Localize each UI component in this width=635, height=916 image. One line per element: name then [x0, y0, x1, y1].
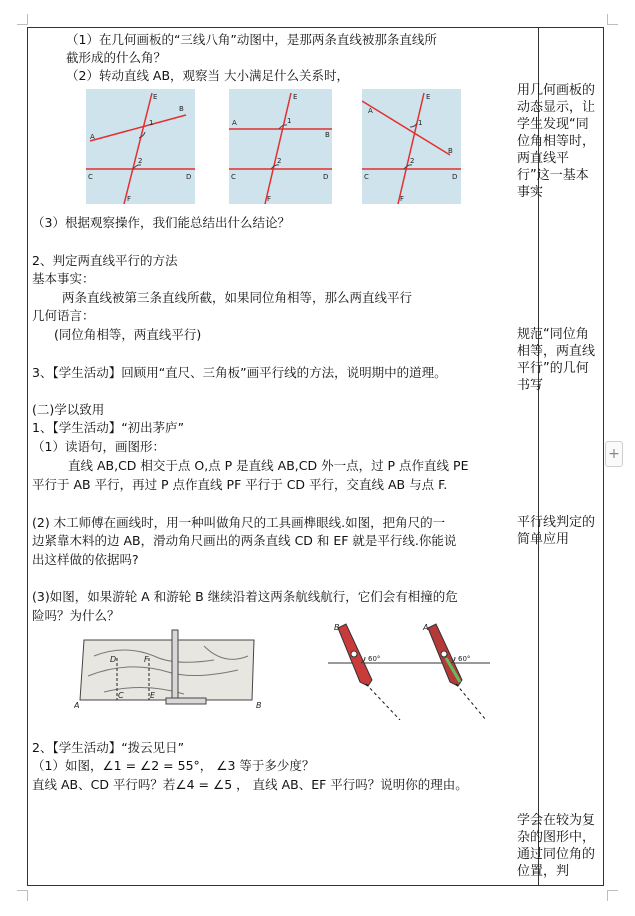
label-A: A [232, 119, 237, 127]
activity-1-q2-line2: 边紧靠木料的边 AB，滑动角尺画出的两条直线 CD 和 EF 就是平行线.你能说 [32, 533, 457, 548]
geometry-language-text: (同位角相等，两直线平行) [54, 327, 202, 342]
note-standard-writing: 规范“同位角相等，两直线平行”的几何书写 [517, 327, 596, 393]
label-2: 2 [410, 157, 415, 165]
question-1: （1）在几何画板的“三线八角”动图中，是那两条直线被那条直线所 [66, 32, 437, 47]
note-geometry-sketchpad: 用几何画板的动态显示，让学生发现“同位角相等时，两直线平行”这一基本事实 [517, 83, 596, 200]
activity-2-q1: （1）如图，∠1 = ∠2 = 55°， ∠3 等于多少度？ [32, 758, 315, 773]
question-2: （2）转动直线 AB，观察当 大小满足什么关系时， [66, 68, 350, 83]
crop-mark-bottom-right [607, 890, 618, 901]
rotating-lines-figure-3 [362, 89, 461, 204]
label-F: F [400, 195, 405, 203]
label-B: B [448, 147, 453, 155]
question-1-cont: 截形成的什么角？ [66, 50, 167, 65]
activity-1-title: 1、【学生活动】“初出茅庐” [32, 420, 185, 435]
activity-1-q3-line1: (3)如图，如果游轮 A 和游轮 B 继续沿着这两条航线航行，它们会有相撞的危 [32, 589, 458, 604]
crop-mark-top-left [17, 14, 28, 25]
label-D: D [323, 173, 329, 181]
activity-2-q2: 直线 AB、CD 平行吗？若∠4 = ∠5 ， 直线 AB、EF 平行吗？说明你的理由。 [32, 777, 468, 792]
activity-1-q3-line2: 险吗？为什么？ [32, 608, 120, 623]
label-A: A [423, 623, 429, 632]
section-3-activity: 3、【学生活动】回顾用“直尺、三角板”画平行线的方法，说明期中的道理。 [32, 365, 447, 380]
crop-mark-bottom-left [17, 890, 28, 901]
label-A: A [368, 107, 373, 115]
label-A: A [74, 701, 80, 710]
lesson-table [27, 27, 604, 886]
angle-60-left: 60° [368, 655, 381, 663]
label-D: D [186, 173, 192, 181]
label-B: B [179, 105, 184, 113]
label-F: F [127, 195, 132, 203]
rotating-lines-figure-2 [229, 89, 332, 204]
label-B: B [256, 701, 262, 710]
part-2-title: (二)学以致用 [32, 402, 105, 417]
basic-fact-text: 两条直线被第三条直线所截，如果同位角相等，那么两直线平行 [62, 290, 413, 305]
label-B: B [334, 623, 340, 632]
label-B: B [325, 131, 330, 139]
activity-1-q1-line1: 直线 AB,CD 相交于点 O,点 P 是直线 AB,CD 外一点，过 P 点作直线 PE [68, 458, 469, 473]
activity-1-q2-line1: (2) 木工师傅在画线时，用一种叫做角尺的工具画榫眼线.如图，把角尺的一 [32, 515, 446, 530]
label-C: C [231, 173, 236, 181]
label-2: 2 [138, 157, 143, 165]
label-C: C [364, 173, 369, 181]
basic-fact-label: 基本事实： [32, 271, 95, 286]
label-E: E [426, 93, 431, 101]
label-F: F [144, 655, 149, 664]
label-A: A [90, 133, 95, 141]
label-E: E [150, 691, 156, 700]
label-C: C [88, 173, 93, 181]
label-F: F [267, 195, 272, 203]
label-1: 1 [418, 119, 423, 127]
question-3: （3）根据观察操作，我们能总结出什么结论？ [32, 215, 290, 230]
activity-1-q1: （1）读语句，画图形： [32, 439, 165, 454]
geometry-language-label: 几何语言： [32, 308, 95, 323]
label-D: D [452, 173, 458, 181]
note-application: 平行线判定的简单应用 [517, 515, 596, 547]
angle-60-right: 60° [458, 655, 471, 663]
expand-button[interactable]: + [605, 441, 623, 467]
section-2-title: 2、判定两直线平行的方法 [32, 253, 178, 268]
activity-1-q2-line3: 出这样做的依据吗? [32, 552, 139, 567]
label-2: 2 [277, 157, 282, 165]
label-1: 1 [287, 117, 292, 125]
note-complex-figure: 学会在较为复杂的图形中，通过同位角的位置，判 [517, 813, 596, 879]
cruise-ships-figure [328, 620, 490, 720]
label-1: 1 [149, 119, 154, 127]
rotating-lines-figure-1 [86, 89, 195, 204]
label-D: D [110, 655, 117, 664]
activity-2-title: 2、【学生活动】“拨云见日” [32, 740, 185, 755]
label-E: E [153, 93, 158, 101]
activity-1-q1-line2: 平行于 AB 平行，再过 P 点作直线 PF 平行于 CD 平行，交直线 AB 与点 F. [32, 477, 448, 492]
carpenter-square-figure [74, 626, 264, 710]
label-E: E [293, 93, 298, 101]
crop-mark-top-right [607, 14, 618, 25]
label-C: C [118, 691, 124, 700]
